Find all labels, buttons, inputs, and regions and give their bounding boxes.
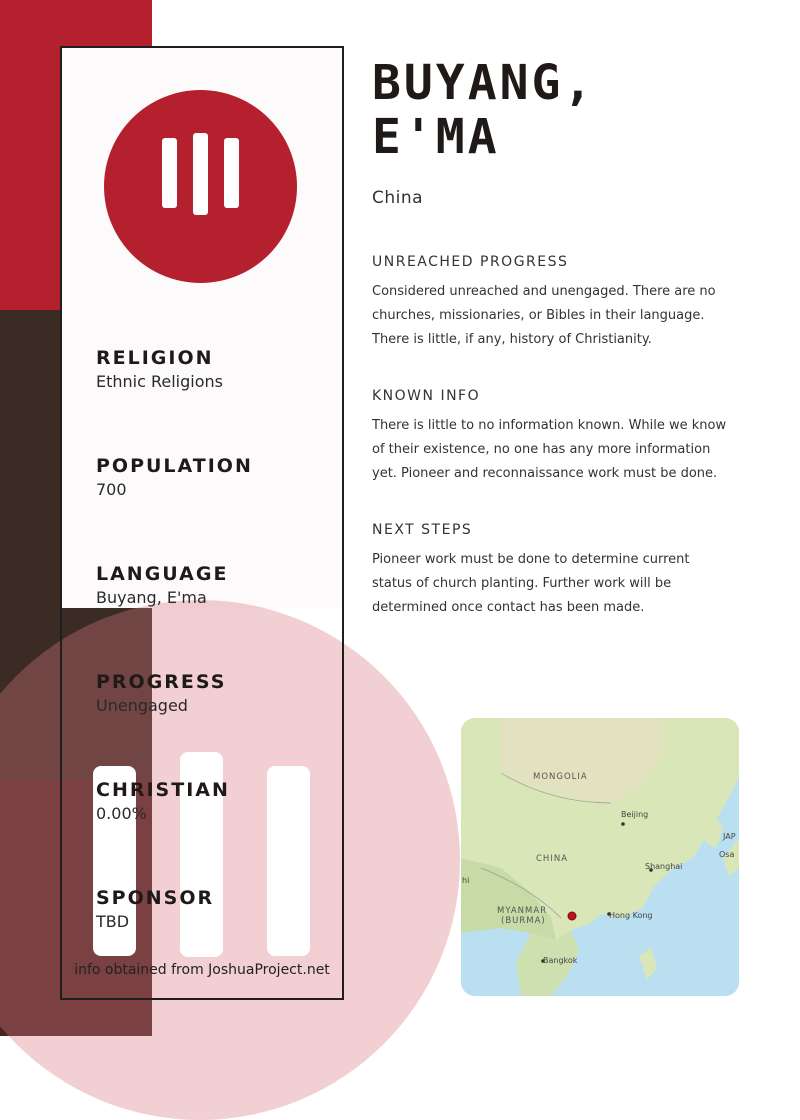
title-line: E'MA [372, 109, 500, 165]
field-label: CHRISTIAN [96, 779, 230, 801]
section-body [372, 280, 752, 352]
section-next-steps [372, 522, 752, 620]
field-value: Unengaged [96, 696, 188, 715]
field-label: POPULATION [96, 455, 253, 477]
section-line: yet. Pioneer and reconnaissance work must be done. [372, 466, 718, 481]
field-population [96, 455, 253, 499]
field-value: 700 [96, 480, 127, 499]
field-language [96, 563, 228, 607]
section-heading: NEXT STEPS [372, 522, 473, 538]
map-graphic [461, 718, 739, 996]
section-body [372, 414, 752, 486]
location-map [461, 718, 739, 996]
map-label: MONGOLIA [533, 772, 588, 782]
section-body [372, 548, 752, 620]
title-line: BUYANG, [372, 55, 596, 111]
field-progress [96, 671, 226, 715]
logo-bar [193, 133, 208, 215]
map-label: JAP [723, 832, 736, 841]
section-line: Pioneer work must be done to determine current [372, 552, 690, 567]
map-label: MYANMAR [497, 906, 548, 916]
logo-bar [224, 138, 239, 208]
section-line: Considered unreached and unengaged. There are no [372, 284, 716, 299]
section-known-info [372, 388, 752, 486]
map-label: Shanghai [645, 862, 683, 871]
section-line: There is little, if any, history of Christianity. [372, 332, 652, 347]
country-label: China [372, 188, 424, 208]
map-label: Osa [719, 850, 735, 859]
section-line: churches, missionaries, or Bibles in their language. [372, 308, 705, 323]
field-value: 0.00% [96, 804, 147, 823]
section-line: There is little to no information known. While we know [372, 418, 727, 433]
source-note: info obtained from JoshuaProject.net [74, 962, 330, 978]
section-heading: KNOWN INFO [372, 388, 481, 404]
location-marker [568, 912, 576, 920]
field-value: Ethnic Religions [96, 372, 223, 391]
map-label: Bangkok [543, 956, 578, 965]
section-heading: UNREACHED PROGRESS [372, 254, 569, 270]
map-label: hi [462, 876, 470, 885]
map-label: (BURMA) [501, 916, 546, 926]
page-title [372, 56, 772, 164]
section-line: status of church planting. Further work will be [372, 576, 672, 591]
map-label: CHINA [536, 854, 569, 864]
field-value: Buyang, E'ma [96, 588, 207, 607]
field-label: LANGUAGE [96, 563, 229, 585]
section-line: determined once contact has been made. [372, 600, 645, 615]
field-label: RELIGION [96, 347, 214, 369]
map-label: Beijing [621, 810, 649, 819]
field-value: TBD [96, 912, 130, 931]
field-label: SPONSOR [96, 887, 215, 909]
section-unreached-progress [372, 254, 752, 352]
logo-icon [104, 90, 297, 283]
field-label: PROGRESS [96, 671, 227, 693]
logo-bar [162, 138, 177, 208]
field-religion [96, 347, 223, 391]
section-line: of their existence, no one has any more information [372, 442, 711, 457]
map-label: Hong Kong [609, 911, 653, 920]
field-christian [96, 779, 230, 823]
field-sponsor [96, 887, 214, 931]
